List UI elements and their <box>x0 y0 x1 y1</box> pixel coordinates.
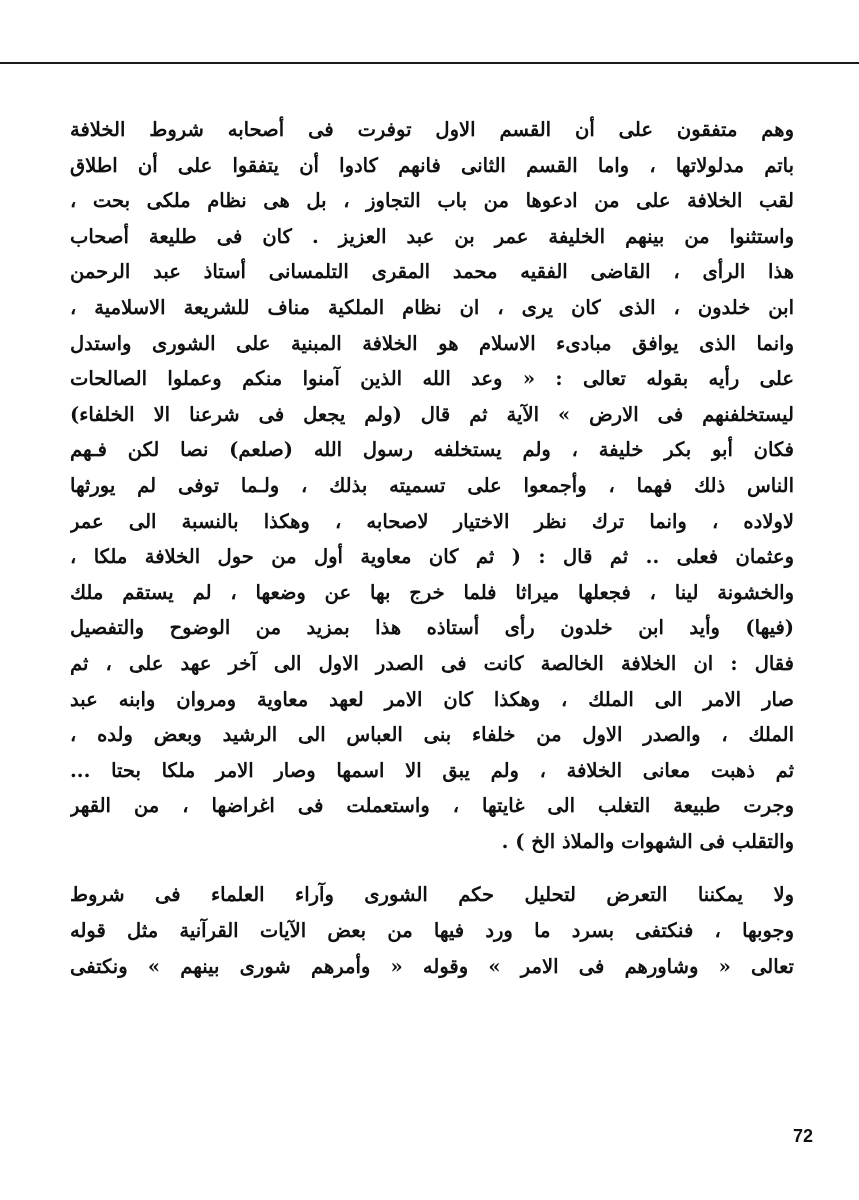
text-line: (فيها) وأيد ابن خلدون رأى أستاذه هذا بمزيد من الوضوح والتفصيل <box>70 616 794 640</box>
text-line: لقب الخلافة على من ادعوها من باب التجاوز ، بل هى نظام ملكى بحت ، <box>70 189 794 213</box>
text-line: فكان أبو بكر خليفة ، ولم يستخلفه رسول الله (صلعم) نصا لكن فـهم <box>70 438 794 462</box>
text-line: فقال : ان الخلافة الخالصة كانت فى الصدر الاول الى آخر عهد على ، ثم <box>70 651 794 675</box>
paragraph-spacer <box>70 859 794 877</box>
page-number: 72 <box>792 1126 813 1146</box>
header-rule <box>0 62 859 64</box>
text-line: تعالى « وشاورهم فى الامر » وقوله « وأمرهم شورى بينهم » ونكتفى <box>70 954 794 978</box>
text-line: ثم ذهبت معانى الخلافة ، ولم يبق الا اسمها وصار الامر ملكا بحتا ... <box>70 758 794 782</box>
text-line: صار الامر الى الملك ، وهكذا كان الامر لعهد معاوية ومروان وابنه عبد <box>70 687 794 711</box>
text-line: ابن خلدون ، الذى كان يرى ، ان نظام الملكية مناف للشريعة الاسلامية ، <box>70 295 794 319</box>
paragraph-1 <box>70 112 794 859</box>
text-line: والخشونة لينا ، فجعلها ميراثا فلما خرج بها عن وضعها ، لم يستقم ملك <box>70 580 794 604</box>
text-line: ولا يمكننا التعرض لتحليل حكم الشورى وآراء العلماء فى شروط <box>70 883 794 907</box>
text-line: وهم متفقون على أن القسم الاول توفرت فى أصحابه شروط الخلافة <box>70 118 794 141</box>
text-line: هذا الرأى ، القاضى الفقيه محمد المقرى التلمسانى أستاذ عبد الرحمن <box>70 260 794 284</box>
text-line: وجرت طبيعة التغلب الى غايتها ، واستعملت فى اغراضها ، من القهر <box>70 794 794 818</box>
text-line: على رأيه بقوله تعالى : « وعد الله الذين آمنوا منكم وعملوا الصالحات <box>70 367 794 391</box>
text-line: لاولاده ، وانما ترك نظر الاختيار لاصحابه ، وهكذا بالنسبة الى عمر <box>70 509 794 533</box>
text-line: والتقلب فى الشهوات والملاذ الخ ) . <box>501 829 794 853</box>
text-line: الناس ذلك فهما ، وأجمعوا على تسميته بذلك ، ولـما توفى لم يورثها <box>70 473 794 497</box>
text-line: وانما الذى يوافق مبادىء الاسلام هو الخلافة المبنية على الشورى واستدل <box>70 331 794 355</box>
text-line: الملك ، والصدر الاول من خلفاء بنى العباس الى الرشيد وبعض ولده ، <box>70 723 794 747</box>
text-line: وجوبها ، فنكتفى بسرد ما ورد فيها من بعض الآيات القرآنية مثل قوله <box>70 919 794 943</box>
page-body <box>70 112 794 984</box>
text-line: باتم مدلولاتها ، واما القسم الثانى فانهم كادوا أن يتفقوا على أن اطلاق <box>70 153 794 177</box>
text-line: ليستخلفنهم فى الارض » الآية ثم قال (ولم يجعل فى شرعنا الا الخلفاء) <box>70 402 794 426</box>
paragraph-2 <box>70 877 794 984</box>
text-line: واستثنوا من بينهم الخليفة عمر بن عبد العزيز . كان فى طليعة أصحاب <box>70 224 794 248</box>
text-line: وعثمان فعلى .. ثم قال : ( ثم كان معاوية أول من حول الخلافة ملكا ، <box>70 545 794 569</box>
